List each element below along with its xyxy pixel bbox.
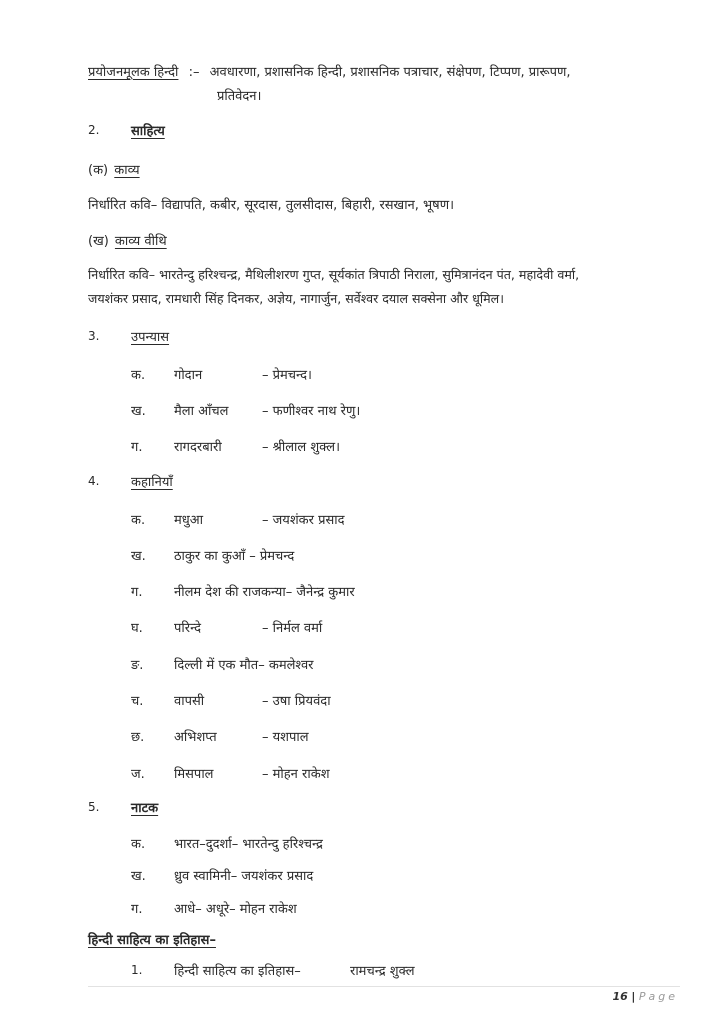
history-item-number: 1.	[131, 963, 143, 977]
story-author: – निर्मल वर्मा	[262, 621, 323, 636]
intro-line-1	[88, 62, 571, 80]
story-title: परिन्दे	[174, 621, 201, 636]
section-2-ka-text: निर्धारित कवि– विद्यापति, कबीर, सूरदास, तुलसीदास, बिहारी, रसखान, भूषण।	[88, 198, 455, 213]
story-title-author: नीलम देश की राजकन्या– जैनेन्द्र कुमार	[174, 585, 355, 600]
novel-letter: ग.	[131, 440, 143, 455]
section-2-ka-title: काव्य	[114, 163, 140, 178]
section-5-title: नाटक	[131, 801, 159, 816]
novel-author: – श्रीलाल शुक्ल।	[262, 440, 340, 455]
story-title-author: दिल्ली में एक मौत– कमलेश्वर	[174, 658, 314, 673]
novel-author: – फणीश्वर नाथ रेणु।	[262, 404, 361, 419]
section-2-kha-text-2: जयशंकर प्रसाद, रामधारी सिंह दिनकर, अज्ञेय, नागार्जुन, सर्वेश्वर दयाल सक्सेना और धूमिल।	[88, 291, 504, 306]
history-item-author: रामचन्द्र शुक्ल	[350, 964, 415, 979]
novel-author: – प्रेमचन्द।	[262, 368, 312, 383]
page-footer	[613, 990, 678, 1003]
story-title: अभिशप्त	[174, 730, 217, 745]
story-letter: ख.	[131, 549, 146, 564]
section-2-ka-heading	[88, 160, 140, 178]
drama-letter: क.	[131, 837, 146, 852]
story-author: – मोहन राकेश	[262, 767, 330, 782]
section-4-number: 4.	[88, 474, 100, 488]
page-label: Page	[638, 990, 678, 1003]
story-title: मिसपाल	[174, 767, 214, 782]
intro-label: प्रयोजनमूलक हिन्दी	[88, 65, 179, 80]
section-2-kha-text-1: निर्धारित कवि– भारतेन्दु हरिश्चन्द्र, मैथिलीशरण गुप्त, सूर्यकांत त्रिपाठी निराला, सुमित्रानंदन पंत, महादेवी वर्मा,	[88, 267, 580, 282]
drama-letter: ग.	[131, 902, 143, 917]
footer-divider	[88, 986, 680, 987]
drama-title-author: भारत–दुदर्शा– भारतेन्दु हरिश्चन्द्र	[174, 837, 323, 852]
history-item-title: हिन्दी साहित्य का इतिहास–	[174, 964, 301, 979]
story-letter: च.	[131, 694, 144, 709]
story-title: वापसी	[174, 694, 205, 709]
story-letter: छ.	[131, 730, 145, 745]
section-2-title: साहित्य	[131, 124, 165, 139]
story-title-author: ठाकुर का कुआँ – प्रेमचन्द	[174, 549, 295, 564]
story-title: मधुआ	[174, 513, 204, 528]
novel-letter: ख.	[131, 404, 146, 419]
intro-line-2: प्रतिवेदन।	[217, 89, 262, 104]
section-2-ka-marker: (क)	[88, 163, 109, 178]
novel-title: गोदान	[174, 368, 203, 383]
intro-separator: :–	[188, 65, 200, 80]
drama-letter: ख.	[131, 869, 146, 884]
story-letter: क.	[131, 513, 146, 528]
section-3-number: 3.	[88, 329, 100, 343]
novel-title: रागदरबारी	[174, 440, 222, 455]
section-3-title: उपन्यास	[131, 330, 170, 345]
section-2-kha-marker: (ख)	[88, 234, 109, 249]
section-2-kha-heading	[88, 231, 167, 249]
story-letter: ज.	[131, 767, 145, 782]
history-heading: हिन्दी साहित्य का इतिहास–	[88, 933, 216, 948]
section-5-number: 5.	[88, 800, 100, 814]
section-2-kha-title: काव्य वीथि	[114, 234, 167, 249]
story-author: – उषा प्रियवंदा	[262, 694, 331, 709]
drama-title-author: ध्रुव स्वामिनी– जयशंकर प्रसाद	[174, 869, 314, 884]
drama-title-author: आधे– अधूरे– मोहन राकेश	[174, 902, 297, 917]
story-letter: घ.	[131, 621, 143, 636]
intro-text: अवधारणा, प्रशासनिक हिन्दी, प्रशासनिक पत्राचार, संक्षेपण, टिप्पण, प्रारूपण,	[209, 65, 571, 80]
section-2-number: 2.	[88, 123, 100, 137]
novel-letter: क.	[131, 368, 146, 383]
story-letter: ङ.	[131, 658, 144, 673]
story-author: – यशपाल	[262, 730, 309, 745]
story-letter: ग.	[131, 585, 143, 600]
page-number: 16	[612, 990, 628, 1003]
page-separator: |	[631, 990, 636, 1003]
novel-title: मैला आँचल	[174, 404, 229, 419]
story-author: – जयशंकर प्रसाद	[262, 513, 345, 528]
section-4-title: कहानियाँ	[131, 475, 173, 490]
